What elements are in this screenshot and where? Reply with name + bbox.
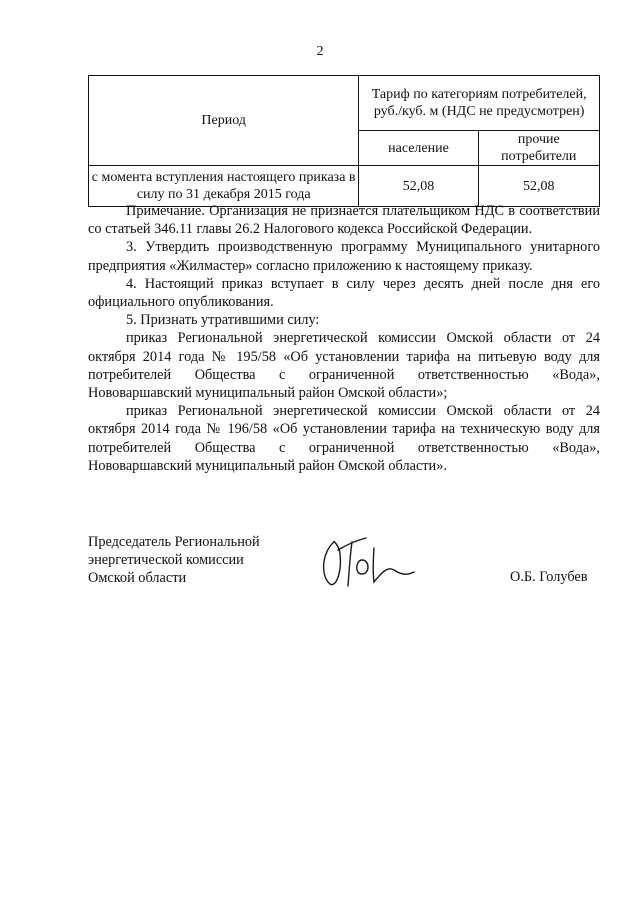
population-header: население (359, 131, 478, 166)
period-header: Период (89, 76, 359, 166)
tariff-table (88, 75, 600, 207)
page-number: 2 (316, 44, 324, 59)
tariff-header: Тариф по категориям потребителей, руб./куб. м (НДС не предусмотрен) (359, 76, 600, 131)
signatory-position: Председатель Региональной энергетической комиссии Омской области (88, 534, 260, 586)
other-tariff-cell: 52,08 (478, 166, 599, 207)
population-tariff-cell: 52,08 (359, 166, 478, 207)
item-4-paragraph: 4. Настоящий приказ вступает в силу через десять дней после дня его официального опубликования. (88, 275, 600, 311)
table-row (89, 166, 600, 207)
order-text (88, 202, 600, 475)
period-cell: с момента вступления настоящего приказа в силу по 31 декабря 2015 года (89, 166, 359, 207)
repealed-order-1: приказ Региональной энергетической комиссии Омской области от 24 октября 2014 года № 195/58 «Об установлении тарифа на питьевую воду для потребителей Общества с ограниченной ответственностью «Вода», Нововаршавский муниципальный район Омской области»; (88, 330, 600, 402)
handwritten-signature (318, 530, 418, 590)
signatory-name: О.Б. Голубев (510, 569, 588, 585)
other-consumers-header: прочие потребители (478, 131, 599, 166)
note-paragraph: Примечание. Организация не признается плательщиком НДС в соответствии со статьей 346.11 главы 26.2 Налогового кодекса Российской Федерации. (88, 203, 600, 238)
item-3-paragraph: 3. Утвердить производственную программу Муниципального унитарного предприятия «Жилмастер» согласно приложению к настоящему приказу. (88, 239, 600, 274)
repealed-order-2: приказ Региональной энергетической комиссии Омской области от 24 октября 2014 года № 196/58 «Об установлении тарифа на техническую воду для потребителей Общества с ограниченной ответственностью «Вода», Нововаршавский муниципальный район Омской области». (88, 403, 600, 474)
item-5-paragraph: 5. Признать утратившими силу: (126, 312, 320, 329)
